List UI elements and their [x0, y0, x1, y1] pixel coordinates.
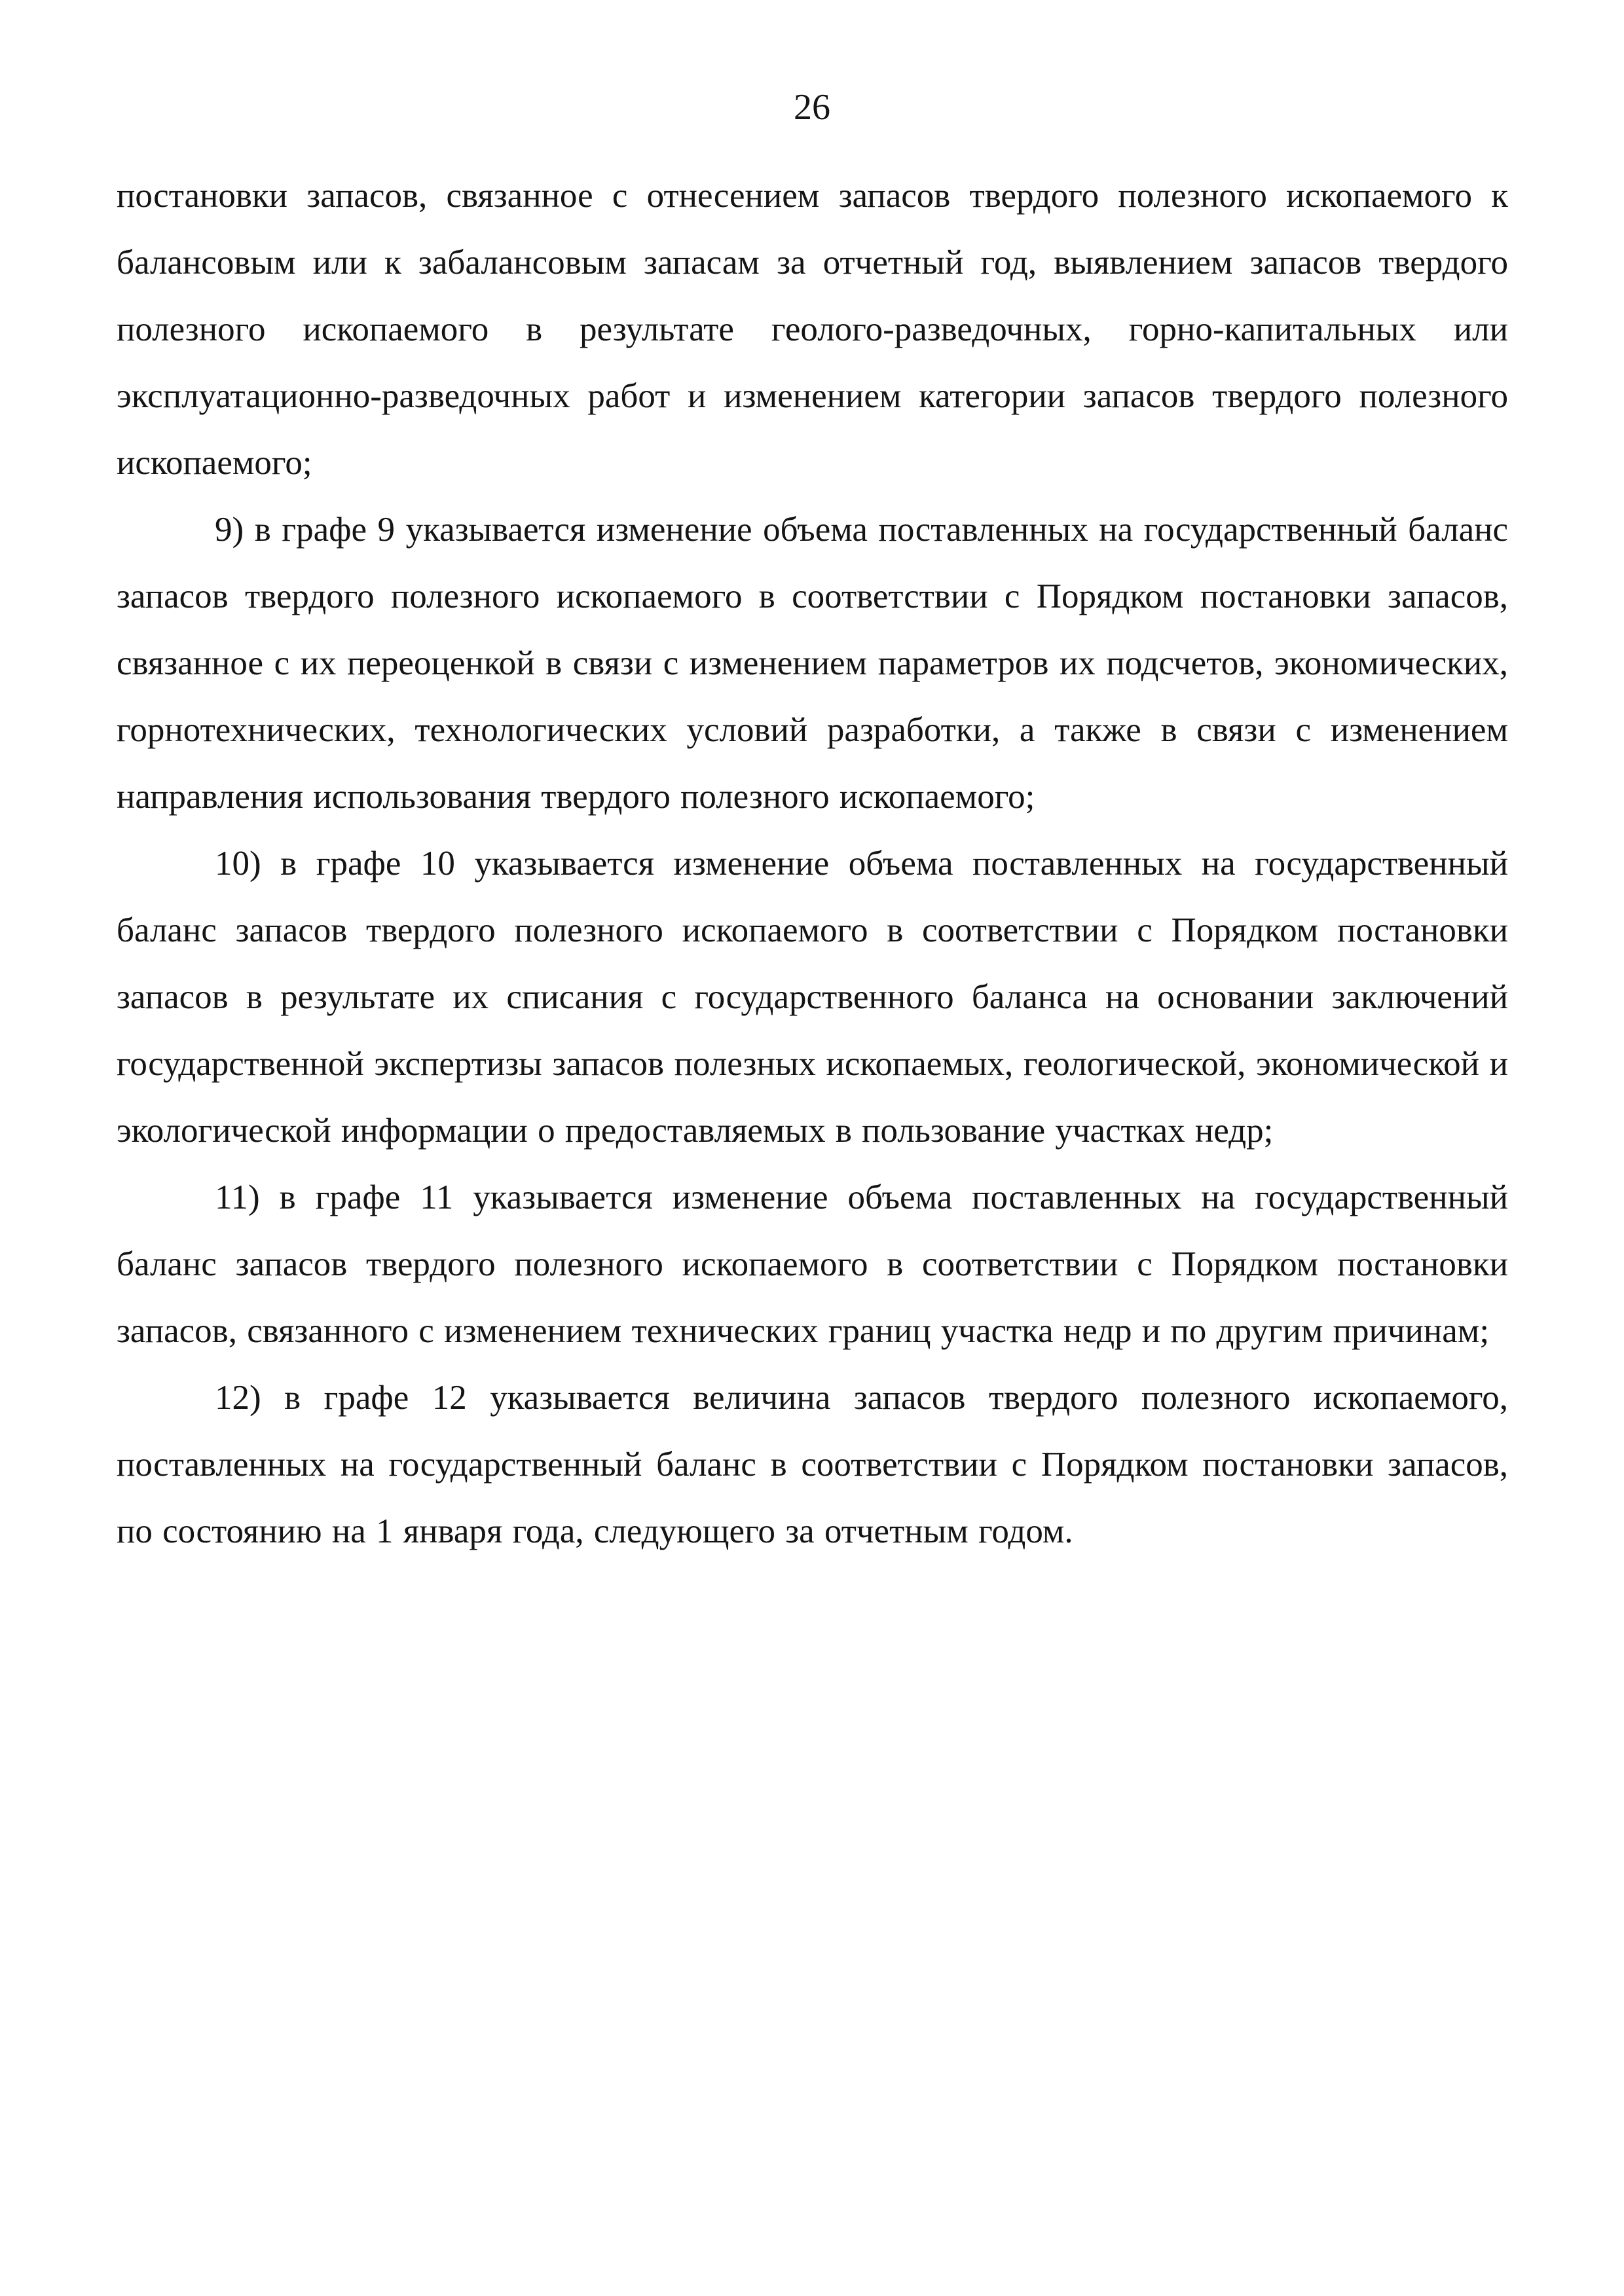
paragraph-item-10: 10) в графе 10 указывается изменение объема поставленных на государственный баланс запасов твердого полезного ископаемого в соответствии с Порядком постановки запасов в результате их списания с государственного баланса на основании заключений государственной экспертизы запасов полезных ископаемых, геологической, экономической и экологической информации о предоставляемых в пользование участках недр;: [117, 845, 1508, 1150]
paragraph-item-9: 9) в графе 9 указывается изменение объема поставленных на государственный баланс запасов твердого полезного ископаемого в соответствии с Порядком постановки запасов, связанное с их переоценкой в связи с изменением параметров их подсчетов, экономических, горнотехнических, технологических условий разработки, а также в связи с изменением направления использования твердого полезного ископаемого;: [117, 511, 1508, 816]
paragraph-item-11: 11) в графе 11 указывается изменение объема поставленных на государственный баланс запасов твердого полезного ископаемого в соответствии с Порядком постановки запасов, связанного с изменением технических границ участка недр и по другим причинам;: [117, 1178, 1508, 1350]
page-number: 26: [794, 87, 830, 128]
paragraph-continuation: постановки запасов, связанное с отнесением запасов твердого полезного ископаемого к балансовым или к забалансовым запасам за отчетный год, выявлением запасов твердого полезного ископаемого в результате геолого-разведочных, горно-капитальных или эксплуатационно-разведочных работ и изменением категории запасов твердого полезного ископаемого;: [117, 177, 1508, 482]
document-body: [117, 162, 1508, 1565]
paragraph-item-12: 12) в графе 12 указывается величина запасов твердого полезного ископаемого, поставленных на государственный баланс в соответствии с Порядком постановки запасов, по состоянию на 1 января года, следующего за отчетным годом.: [117, 1379, 1508, 1550]
